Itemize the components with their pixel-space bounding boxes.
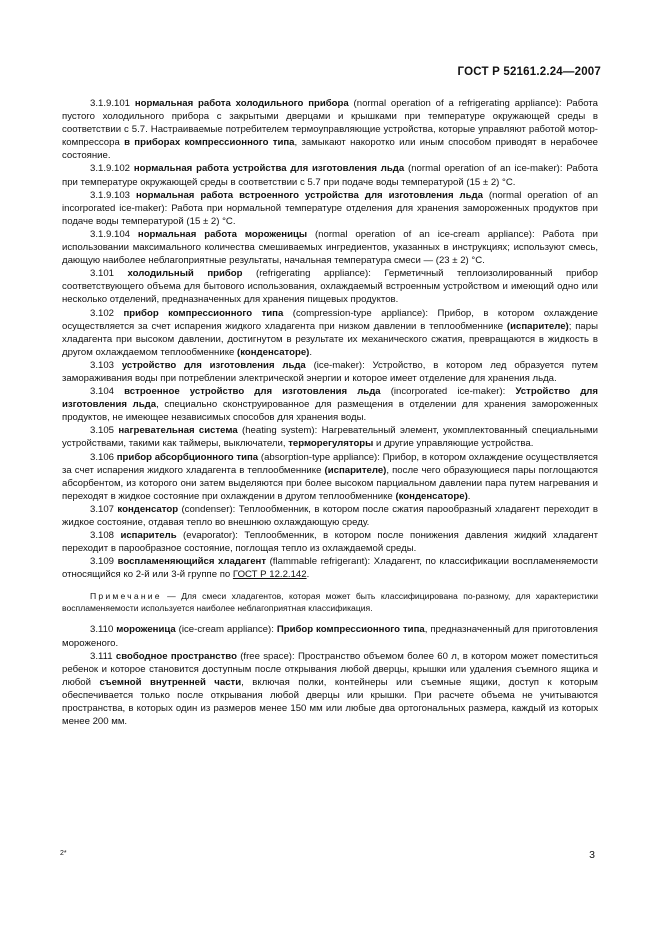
term: прибор компрессионного типа xyxy=(123,307,284,319)
note-label: Примечание xyxy=(90,591,162,602)
sheet-mark: 2* xyxy=(60,850,67,857)
definition-3-101: 3.101 холодильный прибор (refrigerating appliance): Герметичный теплоизолированный прибор соответствующего объема для бытового использования, охлаждаемый встроенным устройством и имеющий одно или несколько отделений, предназначенных для хранения пищевых продуктов. xyxy=(62,268,599,306)
definition-3-111: 3.111 свободное пространство (free space): Пространство объемом более 60 л, в котором может поместиться ребенок и которое становится доступным после открывания любой дверцы, крышки или удаления съемного ящика и любой съемной внутренней части, включая полки, контейнеры или съемные ящики, доступ к которым обеспечивается только после открывания любой дверцы или крышки. При расчете объема не учитываются пространства, в которых один из размеров менее 150 мм или любые два ортогональных размера, каждый из которых менее 200 мм. xyxy=(62,650,599,728)
definition-3-109: 3.109 воспламеняющийся хладагент (flammable refrigerant): Хладагент, по классификации воспламеняемости относящийся ко 2-й или 3-й группе по ГОСТ Р 12.2.142. xyxy=(62,556,599,581)
term: мороженица xyxy=(116,624,176,636)
note: Примечание — Для смеси хладагентов, которая может быть классифицирована по-разному, для характеристики воспламеняемости используется наиболее неблагоприятная классификация. xyxy=(62,591,598,614)
definition-3-1-9-103: 3.1.9.103 нормальная работа встроенного устройства для изготовления льда (normal operation of an incorporated ice-maker): Работа при нормальной температуре отделения для хранения замороженных продуктов при подаче воды температурой (15 ± 2) °С. xyxy=(62,189,599,227)
page-content xyxy=(62,97,598,728)
definition-3-104: 3.104 встроенное устройство для изготовления льда (incorporated ice-maker): Устройство для изготовления льда, специально сконструированное для размещения в отделении для хранения замороженных продуктов, не имеющее независимых способов для хранения воды. xyxy=(62,386,599,424)
term: прибор абсорбционного типа xyxy=(116,451,259,463)
definition-3-107: 3.107 конденсатор (condenser): Теплообменник, в котором после сжатия парообразный хладагент переходит в жидкое состояние, отдавая тепло во внешнюю охлаждающую среду. xyxy=(62,503,599,528)
definition-3-105: 3.105 нагревательная система (heating system): Нагревательный элемент, укомплектованный специальными устройствами, такими как таймеры, выключатели, терморегуляторы и другие управляющие устройства. xyxy=(62,425,598,450)
definition-3-1-9-101: 3.1.9.101 нормальная работа холодильного прибора (normal operation of a refrigerating appliance): Работа пустого холодильного прибора с закрытыми дверцами и крышками при температуре окружающей среды в соответствии с 5.7. Настраиваемые потребителем термоуправляющие устройства, которые управляют работой мотор-компрессора в приборах компрессионного типа, замыкают накоротко или иным способом приводят в нерабочее состояние. xyxy=(62,98,598,162)
term: встроенное устройство для изготовления льда xyxy=(124,386,381,398)
term: конденсатор xyxy=(117,503,179,515)
document-code: ГОСТ Р 52161.2.24—2007 xyxy=(457,66,601,78)
definition-3-103: 3.103 устройство для изготовления льда (ice-maker): Устройство, в котором лед образуется путем замораживания воды при потреблении электрической энергии и которое имеет отделение для хранения льда. xyxy=(62,359,598,384)
term: нагревательная система xyxy=(118,425,238,437)
definition-3-1-9-104: 3.1.9.104 нормальная работа мороженицы (normal operation of an ice-cream appliance): Работа при использовании максимального количества смешиваемых ингредиентов, указанных в инструкциях; используют смесь, дающую наиболее неблагоприятные результаты, начальная температура смеси — (23 ± 2) °С. xyxy=(62,228,598,267)
term: нормальная работа встроенного устройства для изготовления льда xyxy=(135,189,483,201)
term: свободное пространство xyxy=(115,650,237,662)
page-number: 3 xyxy=(589,849,595,861)
definition-3-108: 3.108 испаритель (evaporator): Теплообменник, в котором после понижения давления жидкий хладагент переходит в парообразное состояние, поглощая тепло из охлаждаемой среды. xyxy=(62,530,598,555)
definition-3-1-9-102: 3.1.9.102 нормальная работа устройства для изготовления льда (normal operation of an ice-maker): Работа при температуре окружающей среды в соответствии с 5.7 при подаче воды температурой (15 ± 2) °С. xyxy=(62,163,598,188)
definition-3-110: 3.110 мороженица (ice-cream appliance): Прибор компрессионного типа, предназначенный для приготовления мороженого. xyxy=(62,624,598,649)
term: нормальная работа мороженицы xyxy=(137,228,308,240)
term: воспламеняющийся хладагент xyxy=(117,556,267,568)
definition-3-106: 3.106 прибор абсорбционного типа (absorption-type appliance): Прибор, в котором охлаждение осуществляется за счет испарения жидкого хладагента в теплообменнике (испарителе), после чего образующиеся пары поглощаются абсорбентом, из которого они затем выделяются при более высоком парциальном давлении пара путем нагревания и переходят в жидкое состояние при охлаждении в другом теплообменнике (конденсаторе). xyxy=(62,451,598,502)
term: испаритель xyxy=(120,530,177,542)
standard-reference-link[interactable]: ГОСТ Р 12.2.142 xyxy=(232,569,307,581)
term: холодильный прибор xyxy=(127,268,243,280)
term: нормальная работа холодильного прибора xyxy=(134,98,349,109)
definition-3-102: 3.102 прибор компрессионного типа (compression-type appliance): Прибор, в котором охлаждение осуществляется за счет испарения жидкого хладагента при низком давлении в теплообменнике (испарителе); пары хладагента при высоком давлении, достигнутом в результате их механического сжатия, превращаются в жидкость в другом охлаждаемом теплообменнике (конденсаторе). xyxy=(62,307,599,358)
term: нормальная работа устройства для изготовления льда xyxy=(133,163,405,175)
term: устройство для изготовления льда xyxy=(121,359,306,371)
